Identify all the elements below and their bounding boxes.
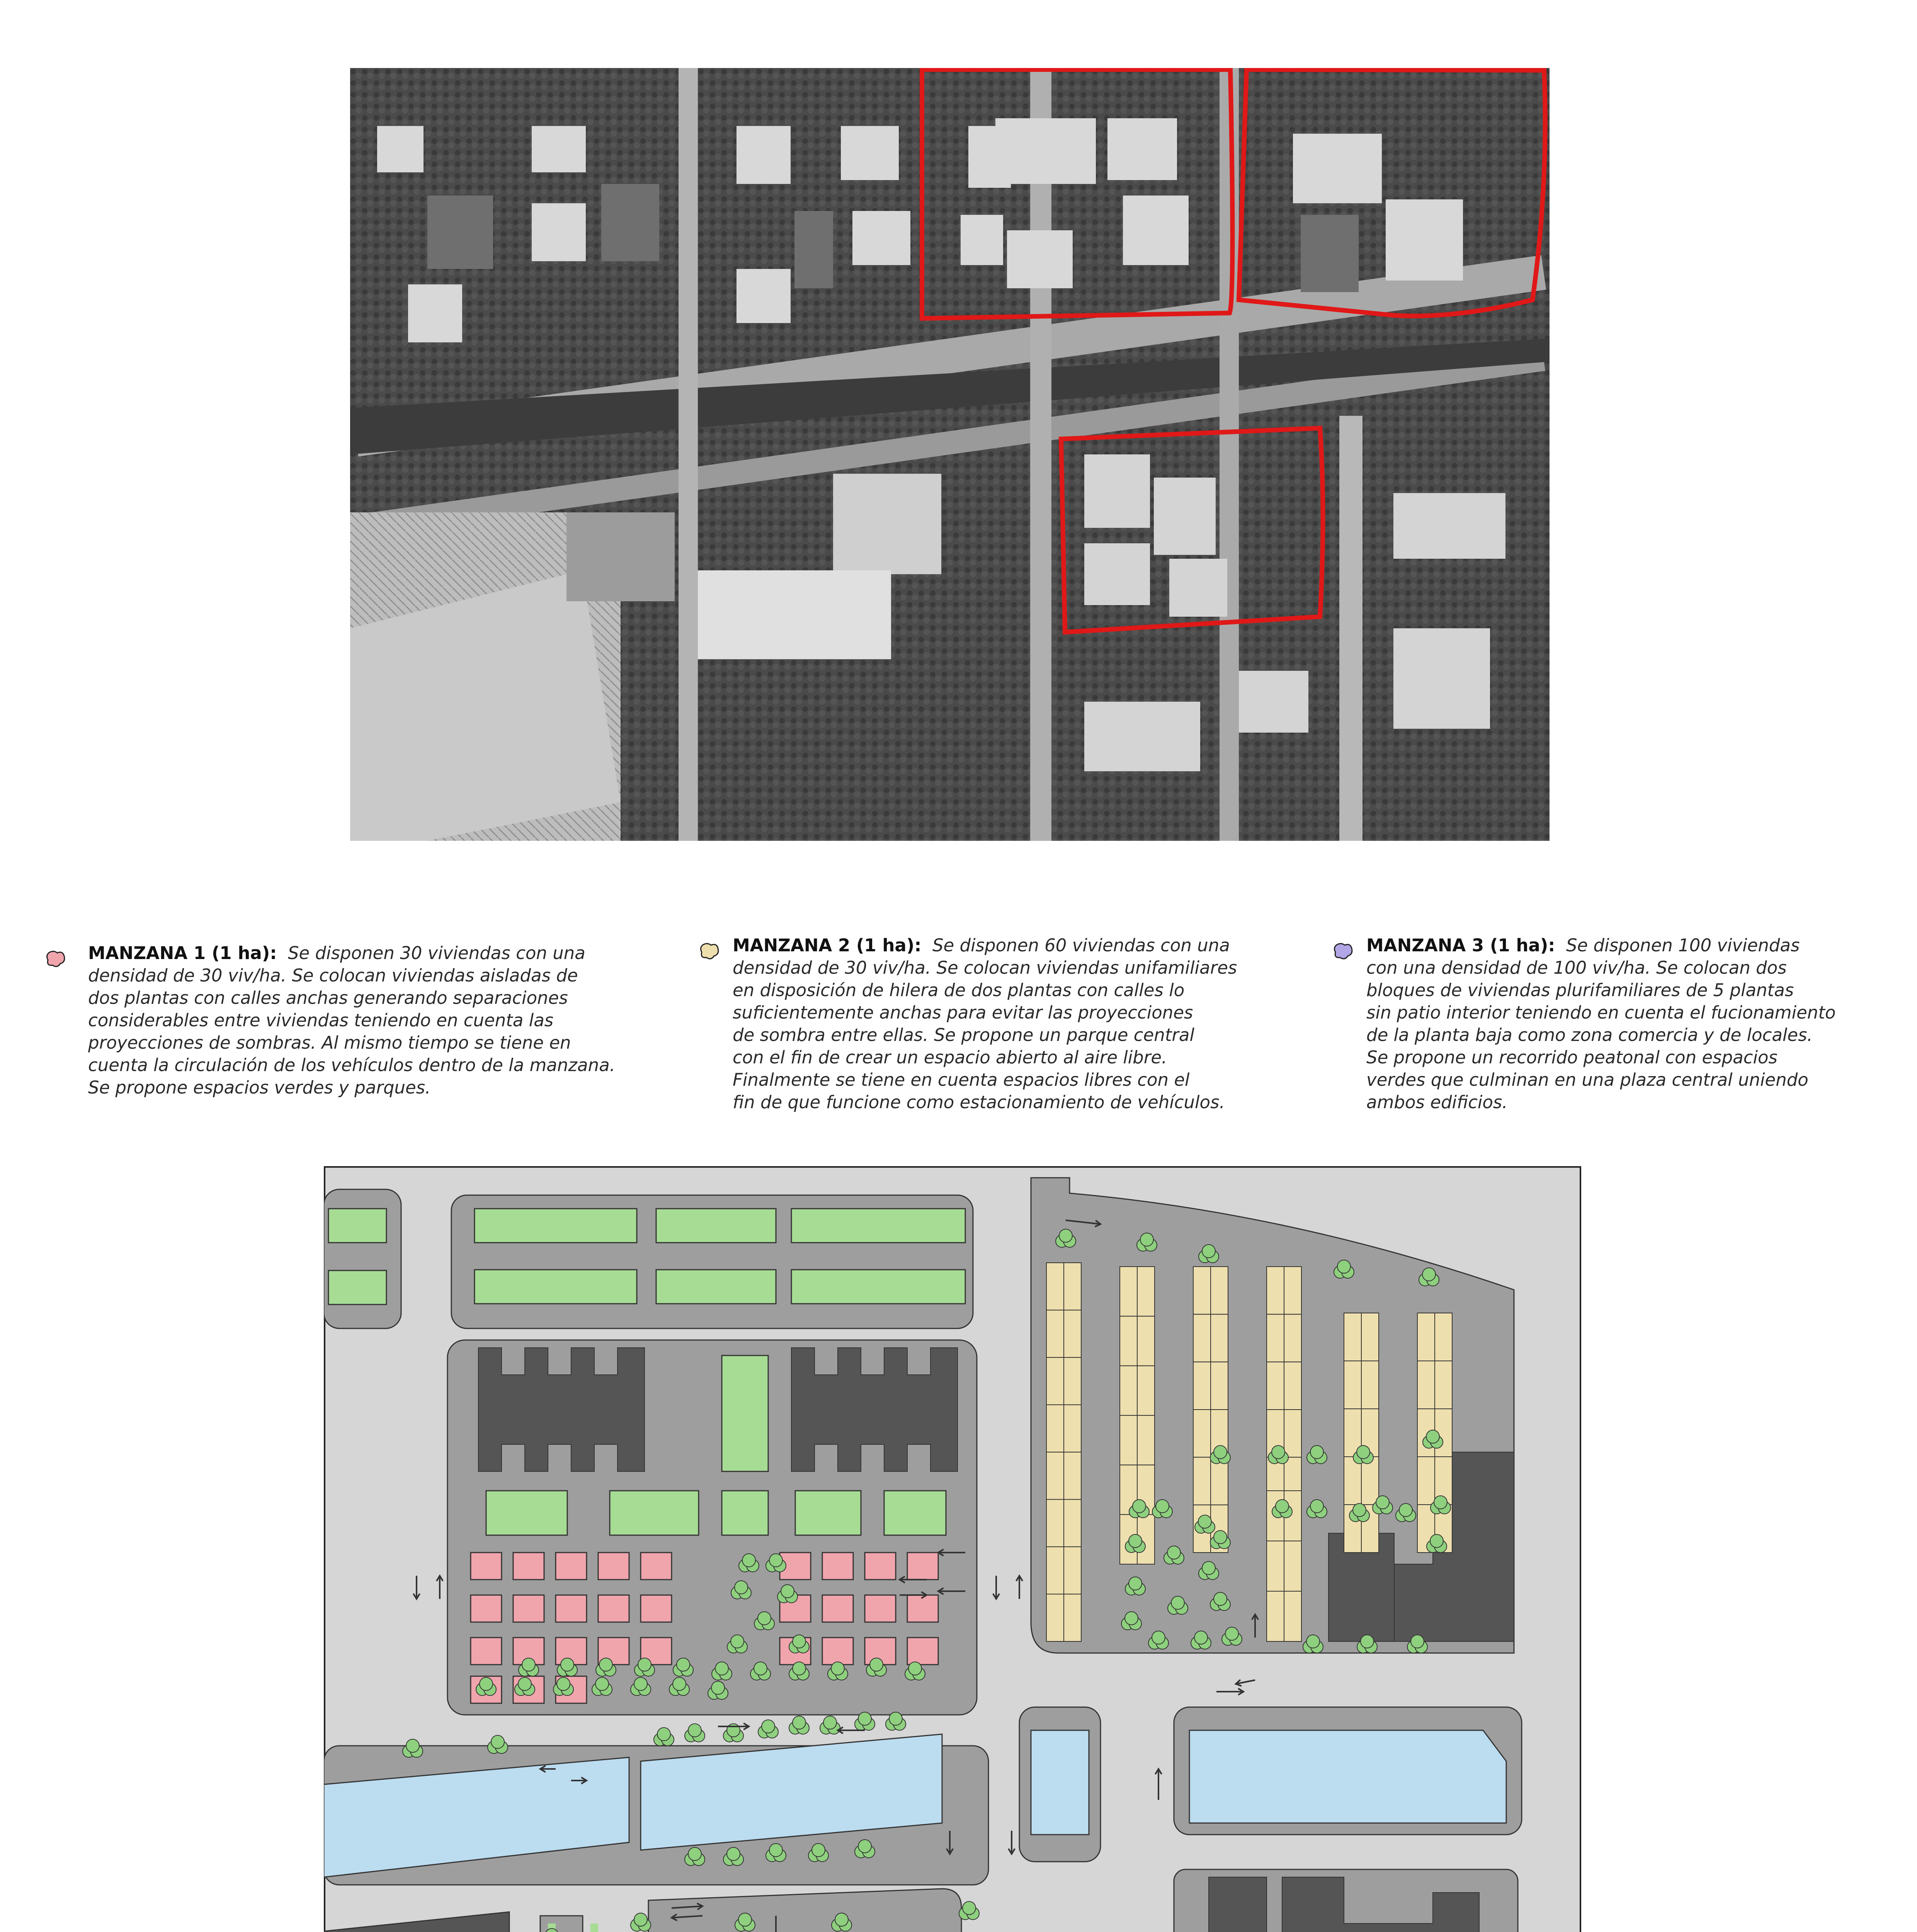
green-area	[610, 1491, 699, 1535]
manzana-3-line: bloques de viviendas plurifamiliares de 5 plantas	[1366, 980, 1794, 1000]
terraced-house	[1137, 1267, 1155, 1316]
terraced-house	[1064, 1547, 1081, 1594]
green-area	[328, 1270, 386, 1304]
terraced-house	[1046, 1594, 1064, 1642]
green-area	[475, 1270, 637, 1304]
terraced-house	[1284, 1591, 1301, 1641]
terraced-house	[1211, 1362, 1228, 1410]
terraced-house	[1211, 1457, 1228, 1505]
terraced-house	[1267, 1362, 1284, 1410]
terraced-house	[1064, 1500, 1081, 1547]
planter-strip	[540, 1916, 583, 1932]
terraced-house	[1120, 1267, 1137, 1316]
terraced-house	[1046, 1547, 1064, 1594]
terraced-house	[1120, 1316, 1137, 1366]
terraced-house	[1193, 1457, 1211, 1505]
manzana-1-title: MANZANA 1 (1 ha):	[88, 943, 277, 963]
house	[471, 1553, 502, 1580]
terraced-house	[1211, 1267, 1228, 1314]
manzana-2-line: en disposición de hilera de dos plantas con calles lo	[733, 980, 1185, 1000]
terraced-house	[1267, 1541, 1284, 1591]
house	[556, 1553, 587, 1580]
terraced-house	[1064, 1405, 1081, 1452]
manzana-2-title: MANZANA 2 (1 ha):	[733, 935, 922, 956]
house	[865, 1553, 896, 1580]
green-area	[486, 1491, 567, 1535]
manzana-2-line: Se disponen 60 viviendas con una	[932, 935, 1230, 956]
terraced-house	[1435, 1361, 1452, 1409]
terraced-house	[1137, 1415, 1155, 1465]
manzana-2-line: densidad de 30 viv/ha. Se colocan viviendas unifamiliares	[733, 957, 1237, 978]
terraced-house	[1361, 1313, 1379, 1361]
manzana-1-line: cuenta la circulación de los vehículos dentro de la manzana.	[88, 1055, 615, 1075]
manzana-3-line: ambos edificios.	[1366, 1092, 1508, 1112]
green-area	[791, 1209, 965, 1243]
manzana-2-line: fin de que funcione como estacionamiento de vehículos.	[733, 1092, 1225, 1112]
terraced-house	[1046, 1310, 1064, 1358]
manzana-1-line: Se disponen 30 viviendas con una	[287, 943, 585, 963]
green-area	[590, 1923, 598, 1932]
terraced-house	[1193, 1410, 1211, 1457]
manzana-2-line: de sombra entre ellas. Se propone un parque central	[733, 1025, 1194, 1045]
terraced-house	[1064, 1357, 1081, 1405]
terraced-house	[1267, 1267, 1284, 1314]
terraced-house	[1267, 1314, 1284, 1362]
green-area	[656, 1270, 776, 1304]
media-densidad-icon	[699, 941, 720, 961]
alta-densidad-icon	[1333, 941, 1354, 961]
house	[641, 1553, 672, 1580]
house	[471, 1638, 502, 1665]
manzana-3-line: Se propone un recorrido peatonal con espacios	[1366, 1047, 1778, 1068]
house	[471, 1595, 502, 1622]
terraced-house	[1137, 1366, 1155, 1415]
terraced-house	[1120, 1366, 1137, 1415]
green-area	[884, 1491, 946, 1535]
terraced-house	[1120, 1415, 1137, 1465]
house	[598, 1553, 629, 1580]
terraced-house	[1046, 1500, 1064, 1547]
house	[865, 1595, 896, 1622]
terraced-house	[1284, 1314, 1301, 1362]
terraced-house	[1046, 1357, 1064, 1405]
house	[556, 1595, 587, 1622]
terraced-house	[1284, 1267, 1301, 1314]
green-area	[328, 1209, 386, 1243]
aerial-photo	[350, 68, 1550, 841]
manzana-2-line: suficientemente anchas para evitar las proyecciones	[733, 1002, 1193, 1023]
terraced-house	[1284, 1541, 1301, 1591]
green-area	[722, 1355, 768, 1471]
water-canal	[1189, 1730, 1506, 1823]
manzana-3-line: de la planta baja como zona comercia y de locales.	[1366, 1025, 1813, 1045]
manzana-3-title: MANZANA 3 (1 ha):	[1366, 935, 1555, 956]
water-canal	[1031, 1730, 1089, 1835]
site-plan	[324, 1166, 1581, 1932]
terraced-house	[1046, 1405, 1064, 1452]
house	[822, 1595, 853, 1622]
terraced-house	[1267, 1591, 1284, 1641]
house	[598, 1595, 629, 1622]
terraced-house	[1417, 1361, 1435, 1409]
manzana-1-line: considerables entre viviendas teniendo en cuenta las	[88, 1010, 554, 1031]
terraced-house	[1361, 1361, 1379, 1409]
baja-densidad-icon	[46, 949, 66, 968]
green-area	[795, 1491, 861, 1535]
terraced-house	[1064, 1452, 1081, 1500]
terraced-house	[1284, 1362, 1301, 1410]
terraced-house	[1417, 1457, 1435, 1505]
green-area	[475, 1209, 637, 1243]
terraced-house	[1046, 1452, 1064, 1500]
manzana-1-line: Se propone espacios verdes y parques.	[88, 1077, 431, 1098]
manzana-3-line: verdes que culminan en una plaza central uniendo	[1366, 1070, 1808, 1090]
green-area	[791, 1270, 965, 1304]
green-area	[722, 1491, 768, 1535]
building	[1209, 1877, 1267, 1932]
terraced-house	[1344, 1361, 1361, 1409]
terraced-house	[1064, 1594, 1081, 1642]
aerial-photo-svg	[350, 68, 1550, 841]
house	[822, 1638, 853, 1665]
manzana-2-line: con el fin de crear un espacio abierto al aire libre.	[733, 1047, 1167, 1068]
manzana-2-line: Finalmente se tiene en cuenta espacios libres con el	[733, 1070, 1190, 1090]
terraced-house	[1361, 1457, 1379, 1505]
manzana-3-line: sin patio interior teniendo en cuenta el fucionamiento	[1366, 1002, 1836, 1023]
manzana-3-line: con una densidad de 100 viv/ha. Se colocan dos	[1366, 957, 1787, 978]
terraced-house	[1193, 1267, 1211, 1314]
terraced-house	[1284, 1410, 1301, 1457]
terraced-house	[1211, 1314, 1228, 1362]
house	[513, 1553, 544, 1580]
house	[907, 1553, 938, 1580]
house	[907, 1638, 938, 1665]
terraced-house	[1344, 1313, 1361, 1361]
terraced-house	[1417, 1313, 1435, 1361]
manzana-3-line: Se disponen 100 viviendas	[1566, 935, 1800, 956]
manzana-1-line: proyecciones de sombras. Al mismo tiempo se tiene en	[88, 1032, 571, 1053]
terraced-house	[1435, 1313, 1452, 1361]
house	[513, 1595, 544, 1622]
terraced-house	[1193, 1362, 1211, 1410]
terraced-house	[1064, 1263, 1081, 1310]
terraced-house	[1193, 1314, 1211, 1362]
house	[641, 1595, 672, 1622]
manzana-1-line: dos plantas con calles anchas generando separaciones	[88, 988, 568, 1008]
green-area	[656, 1209, 776, 1243]
site-plan-svg	[324, 1166, 1581, 1932]
house	[907, 1595, 938, 1622]
terraced-house	[1137, 1316, 1155, 1366]
terraced-house	[1046, 1263, 1064, 1310]
house	[822, 1553, 853, 1580]
terraced-house	[1064, 1310, 1081, 1358]
manzana-1-line: densidad de 30 viv/ha. Se colocan viviendas aisladas de	[88, 965, 578, 986]
